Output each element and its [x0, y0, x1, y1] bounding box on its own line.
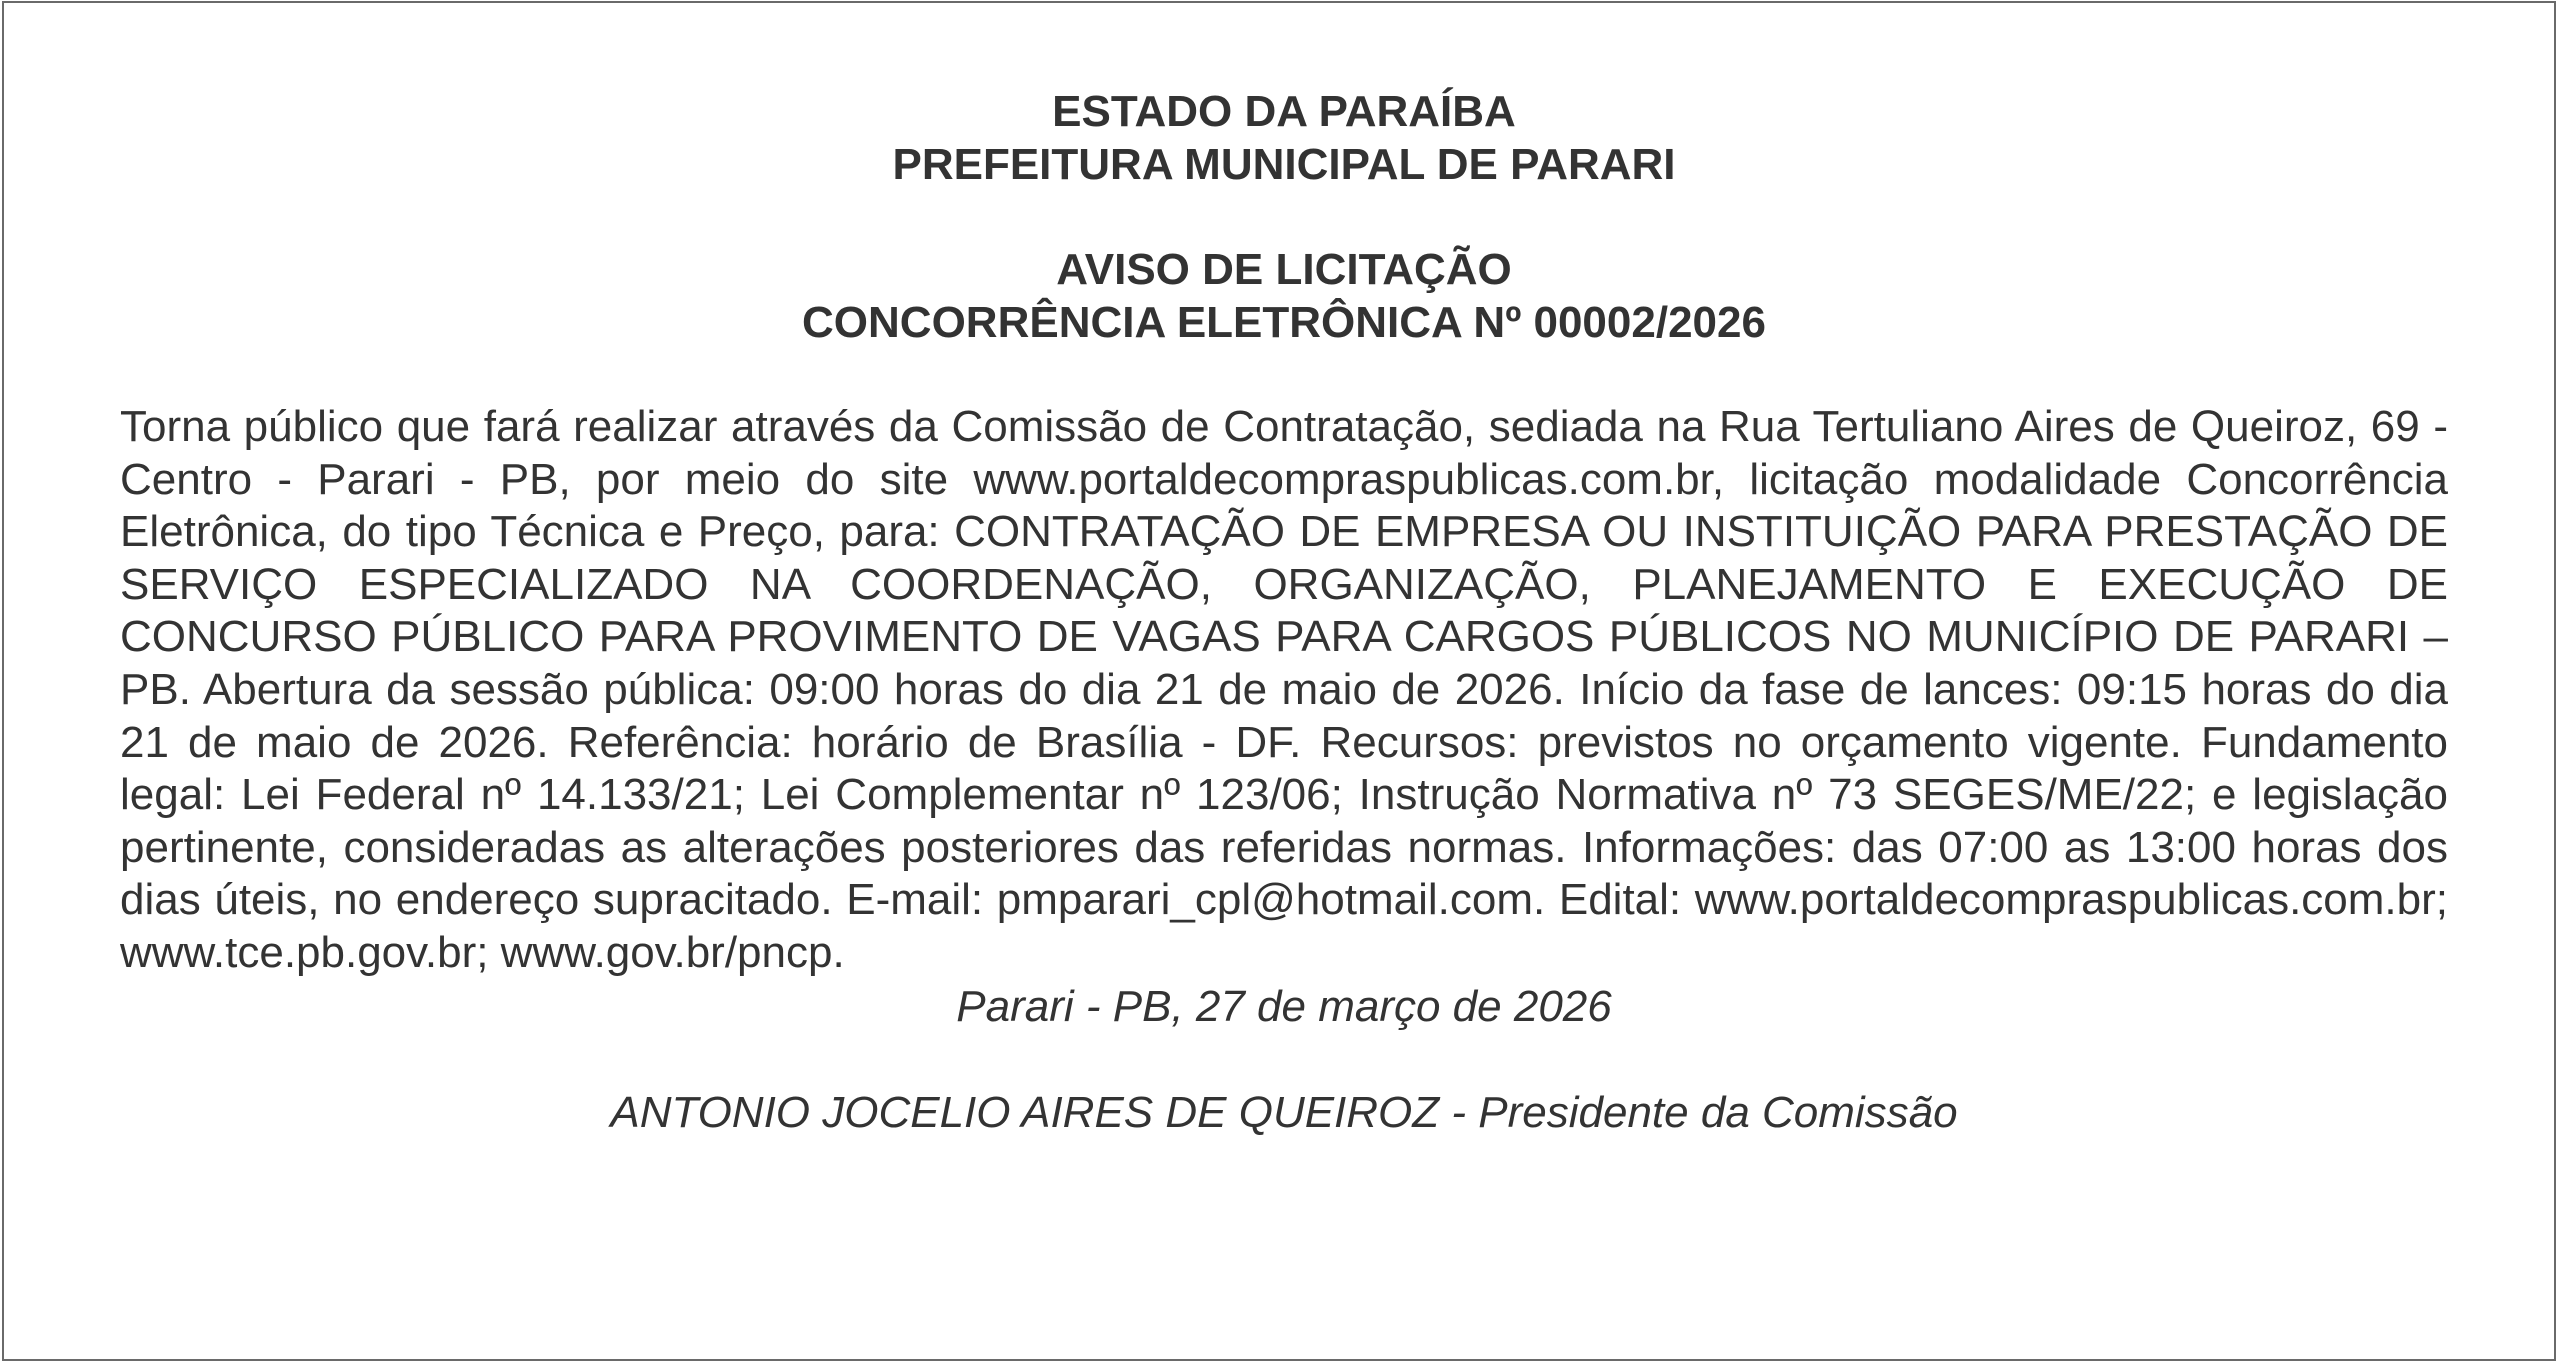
notice-content [120, 85, 2448, 1139]
notice-body: Torna público que fará realizar através da Comissão de Contratação, sediada na Rua Tertuliano Aires de Queiroz, 69 - Centro - Parari - PB, por meio do site www.portaldecompraspublicas.com.br, licitação modalidade Concorrência Eletrônica, do tipo Técnica e Preço, para: CONTRATAÇÃO DE EMPRESA OU INSTITUIÇÃO PARA PRESTAÇÃO DE SERVIÇO ESPECIALIZADO NA COORDENAÇÃO, ORGANIZAÇÃO, PLANEJAMENTO E EXECUÇÃO DE CONCURSO PÚBLICO PARA PROVIMENTO DE VAGAS PARA CARGOS PÚBLICOS NO MUNICÍPIO DE PARARI – PB. Abertura da sessão pública: 09:00 horas do dia 21 de maio de 2026. Início da fase de lances: 09:15 horas do dia 21 de maio de 2026. Referência: horário de Brasília - DF. Recursos: previstos no orçamento vigente. Fundamento legal: Lei Federal nº 14.133/21; Lei Complementar nº 123/06; Instrução Normativa nº 73 SEGES/ME/22; e legislação pertinente, consideradas as alterações posteriores das referidas normas. Informações: das 07:00 as 13:00 horas dos dias úteis, no endereço supracitado. E-mail: pmparari_cpl@hotmail.com. Edital: www.portaldecompraspublicas.com.br; www.tce.pb.gov.br; www.gov.br/pncp. [120, 402, 2448, 977]
notice-title: AVISO DE LICITAÇÃO [1056, 245, 1512, 294]
state-heading: ESTADO DA PARAÍBA [1052, 87, 1516, 136]
heading-spacer [120, 191, 2448, 243]
procedure-heading: CONCORRÊNCIA ELETRÔNICA Nº 00002/2026 [802, 298, 1766, 347]
notice-frame [2, 1, 2556, 1361]
signature-line: ANTONIO JOCELIO AIRES DE QUEIROZ - Presidente da Comissão [610, 1087, 1958, 1137]
signature-spacer [120, 1033, 2448, 1086]
place-date: Parari - PB, 27 de março de 2026 [956, 981, 1612, 1031]
municipality-heading: PREFEITURA MUNICIPAL DE PARARI [892, 140, 1676, 189]
